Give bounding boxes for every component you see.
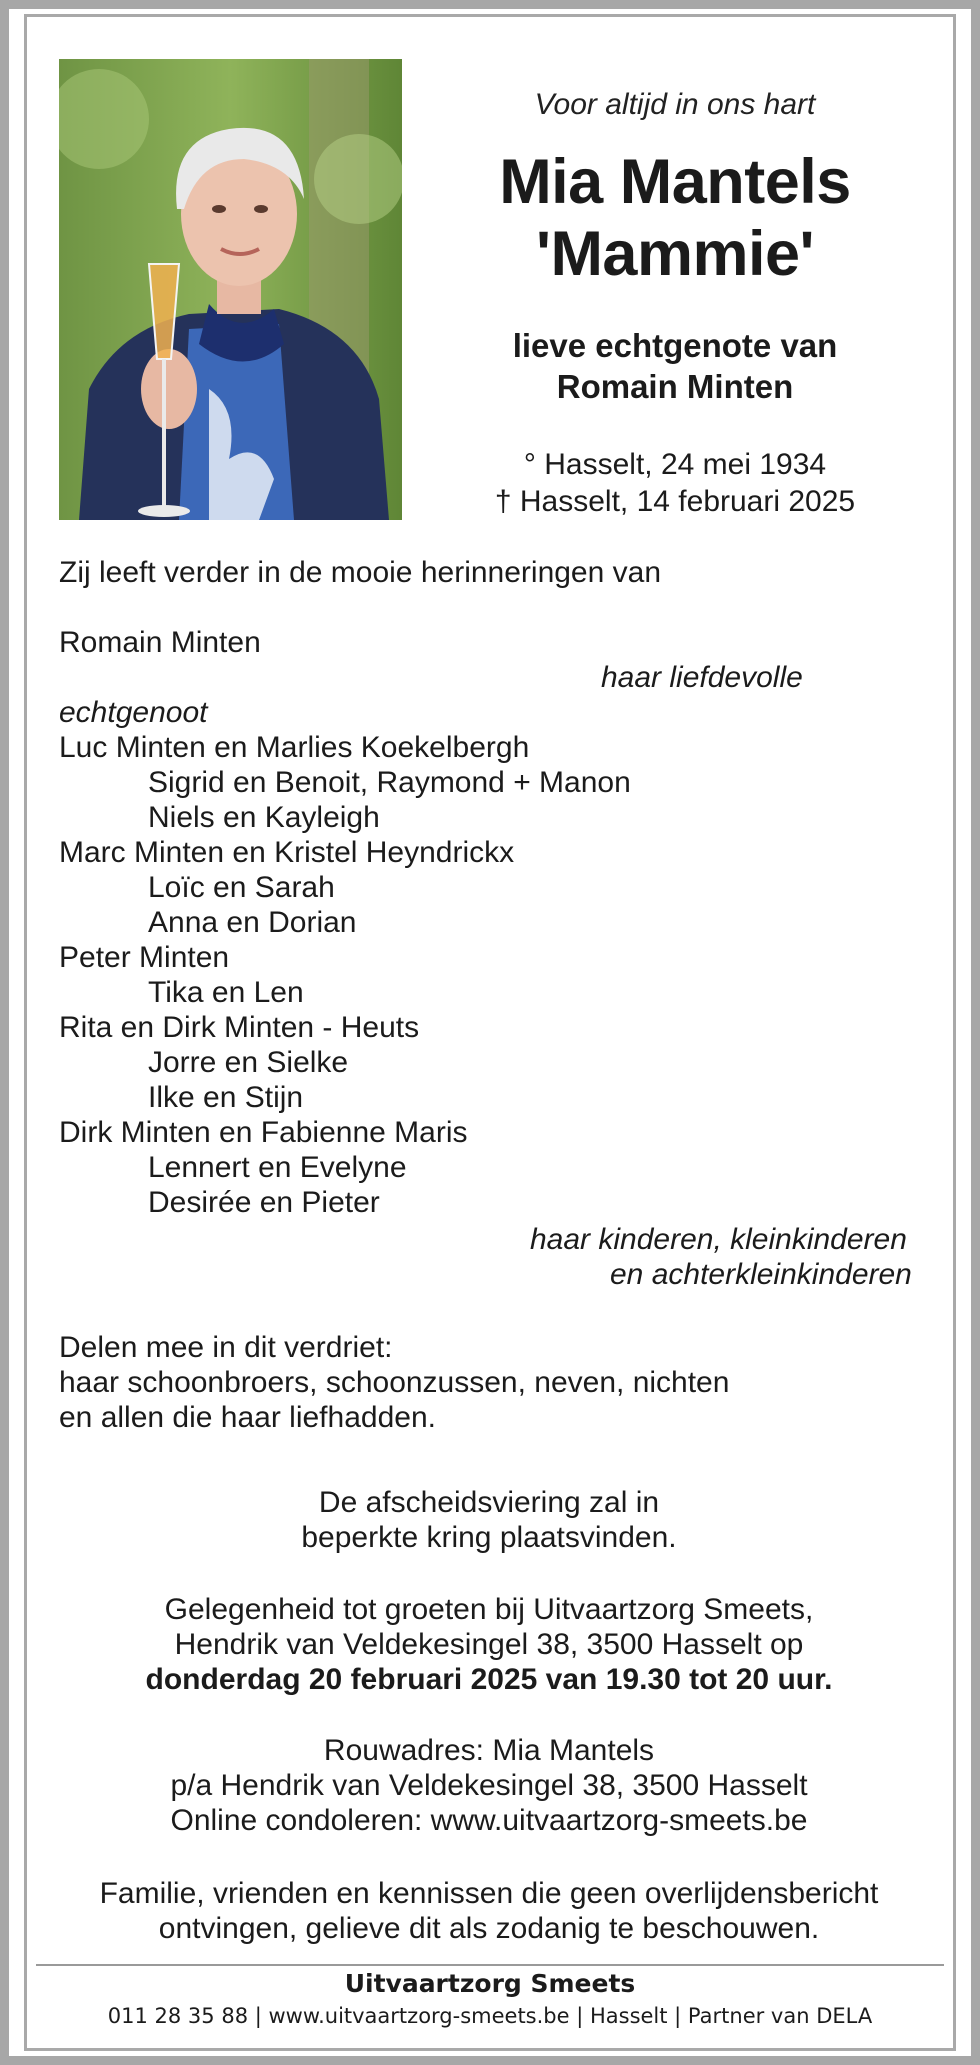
family-member: Luc Minten en Marlies Koekelbergh xyxy=(59,731,530,764)
funeral-home-info: 011 28 35 88 | www.uitvaartzorg-smeets.be | Hasselt | Partner van DELA xyxy=(107,2004,873,2028)
notice-line: ontvingen, gelieve dit als zodanig te beschouwen. xyxy=(158,1912,820,1945)
deceased-nickname: 'Mammie' xyxy=(535,219,815,289)
family-member: Loïc en Sarah xyxy=(148,871,335,904)
family-member: Rita en Dirk Minten - Heuts xyxy=(59,1011,420,1044)
intro-text: Zij leeft verder in de mooie herinneringen van xyxy=(59,556,662,589)
ceremony-line: De afscheidsviering zal in xyxy=(318,1486,660,1519)
spouse-relation-label: lieve echtgenote van xyxy=(512,327,838,364)
funeral-home-name: Uitvaartzorg Smeets xyxy=(344,1969,636,1998)
family-member: Dirk Minten en Fabienne Maris xyxy=(59,1116,468,1149)
family-member: Anna en Dorian xyxy=(148,906,357,939)
ceremony-text xyxy=(59,1485,919,1555)
family-member: Ilke en Stijn xyxy=(148,1081,304,1114)
husband-name: Romain Minten xyxy=(59,626,261,659)
ceremony-line: beperkte kring plaatsvinden. xyxy=(301,1521,677,1554)
address-line: Rouwadres: Mia Mantels xyxy=(323,1734,655,1767)
visitation-line: Hendrik van Veldekesingel 38, 3500 Hasselt op xyxy=(174,1628,804,1661)
family-member: Lennert en Evelyne xyxy=(148,1151,407,1184)
spouse-relation xyxy=(455,325,895,407)
family-member: Peter Minten xyxy=(59,941,230,974)
share-heading: Delen mee in dit verdriet: xyxy=(59,1331,393,1364)
family-member: Niels en Kayleigh xyxy=(148,801,380,834)
family-member: Desirée en Pieter xyxy=(148,1186,380,1219)
spouse-name: Romain Minten xyxy=(556,368,794,405)
visitation-line: Gelegenheid tot groeten bij Uitvaartzorg Smeets, xyxy=(164,1593,814,1626)
notice-line: Familie, vrienden en kennissen die geen overlijdensbericht xyxy=(99,1877,879,1910)
tagline: Voor altijd in ons hart xyxy=(534,88,816,121)
footer-divider xyxy=(36,1964,944,1966)
deceased-name xyxy=(455,146,895,290)
family-member: Tika en Len xyxy=(148,976,304,1009)
visitation-text xyxy=(59,1592,919,1697)
mourning-address xyxy=(59,1733,919,1838)
husband-role: haar liefdevolle xyxy=(601,661,803,694)
deceased-name-line: Mia Mantels xyxy=(499,147,851,217)
family-role: haar kinderen, kleinkinderen xyxy=(530,1223,907,1256)
share-all: en allen die haar liefhadden. xyxy=(59,1401,436,1434)
death-date: † Hasselt, 14 februari 2025 xyxy=(494,485,856,518)
condolence-website: Online condoleren: www.uitvaartzorg-smeets.be xyxy=(170,1804,808,1837)
life-dates xyxy=(455,446,895,520)
visitation-datetime: donderdag 20 februari 2025 van 19.30 tot 20 uur. xyxy=(145,1663,833,1696)
address-line: p/a Hendrik van Veldekesingel 38, 3500 Hasselt xyxy=(170,1769,808,1802)
family-member: Jorre en Sielke xyxy=(148,1046,349,1079)
portrait-photo xyxy=(59,59,402,520)
family-member: Marc Minten en Kristel Heyndrickx xyxy=(59,836,515,869)
husband-role-continued: echtgenoot xyxy=(59,696,208,729)
family-role-continued: en achterkleinkinderen xyxy=(610,1258,912,1291)
birth-date: ° Hasselt, 24 mei 1934 xyxy=(523,448,827,481)
family-member: Sigrid en Benoit, Raymond + Manon xyxy=(148,766,631,799)
notice-text xyxy=(59,1876,919,1946)
share-relatives: haar schoonbroers, schoonzussen, neven, nichten xyxy=(59,1366,730,1399)
